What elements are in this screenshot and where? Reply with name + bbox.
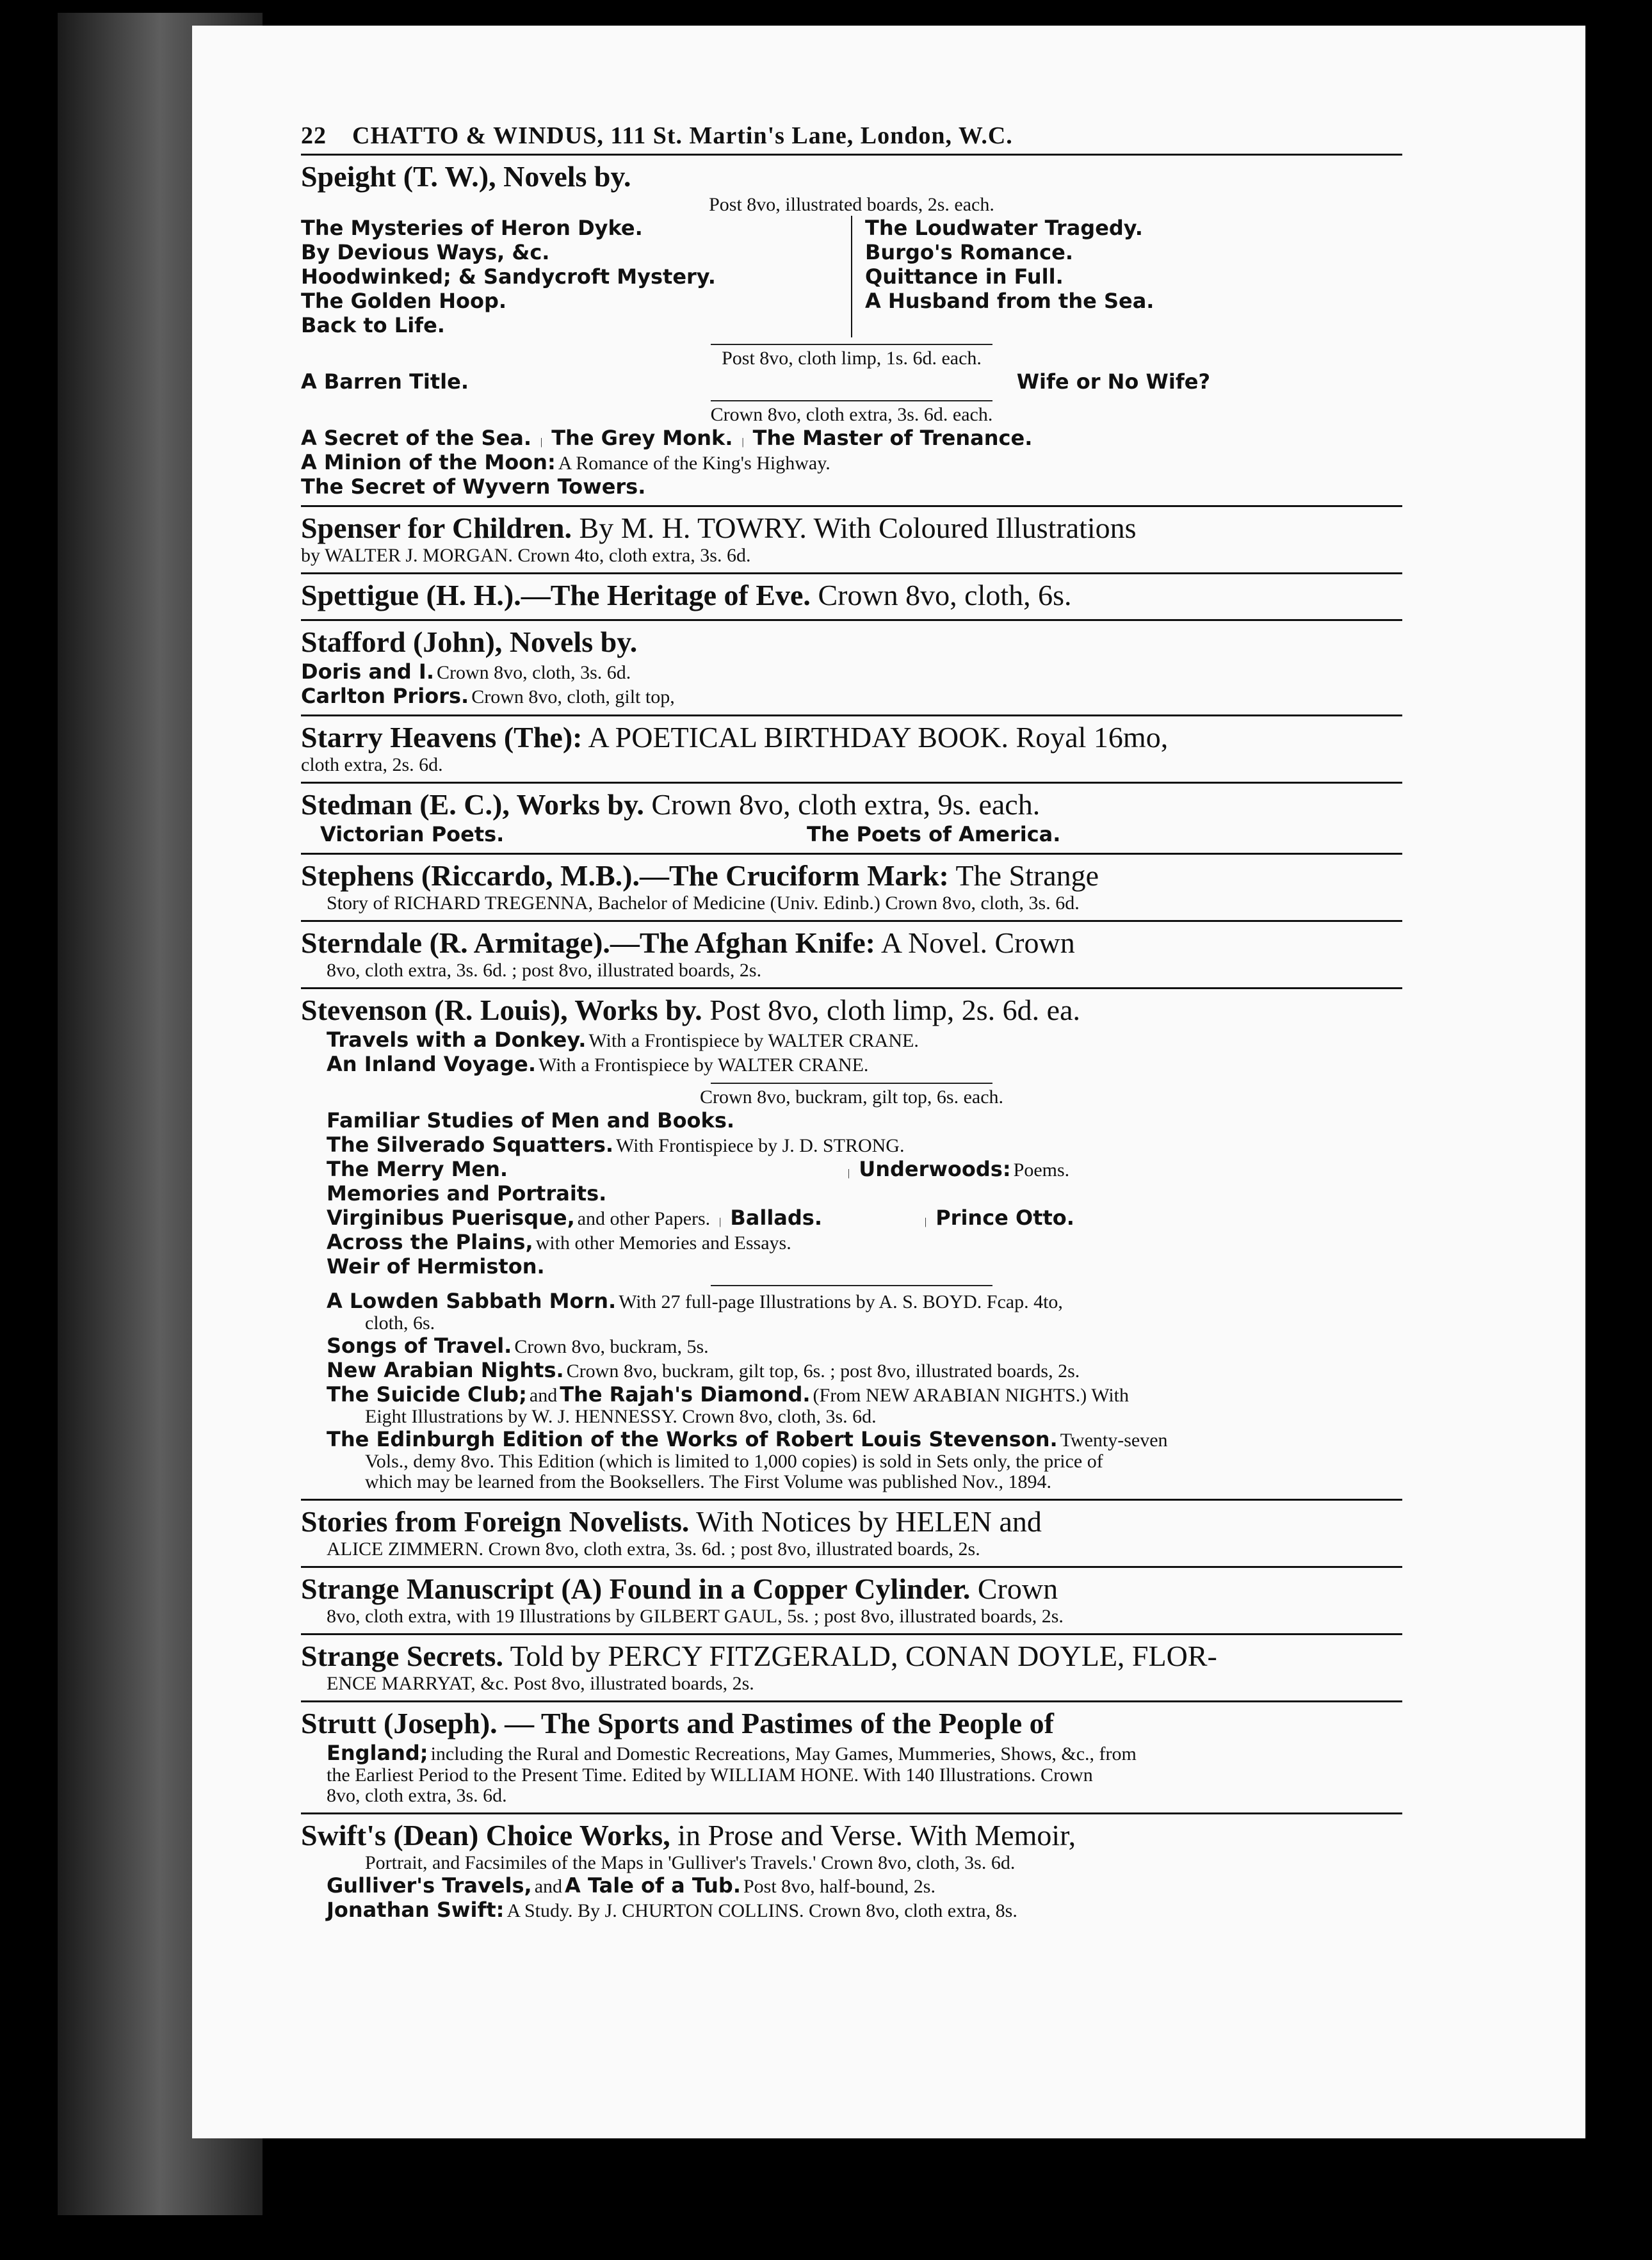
separator: | — [925, 1216, 927, 1227]
book-title: The Grey Monk. — [551, 426, 733, 450]
entry-subheading: Told by PERCY FITZGERALD, CONAN DOYLE, FLOR- — [510, 1640, 1217, 1672]
entry-spenser — [301, 507, 1402, 574]
entry-strutt — [301, 1702, 1402, 1814]
separator: | — [741, 437, 744, 448]
title-columns — [301, 216, 1402, 337]
entry-stedman — [301, 784, 1402, 855]
divider — [711, 400, 992, 401]
conjunction: and — [529, 1385, 558, 1406]
entry-detail: Portrait, and Facsimiles of the Maps in 'Gulliver's Travels.' Crown 8vo, cloth, 3s. 6d. — [365, 1852, 1016, 1873]
book-title: Gulliver's Travels, — [327, 1873, 532, 1898]
format-note: Post 8vo, illustrated boards, 2s. each. — [709, 194, 994, 215]
entry-heading: Swift's (Dean) Choice Works, — [301, 1819, 670, 1852]
entry-subheading: The Strange — [955, 859, 1099, 892]
book-title: Memories and Portraits. — [327, 1181, 607, 1206]
book-title: Hoodwinked; & Sandycroft Mystery. — [301, 264, 716, 289]
entry-detail: 8vo, cloth extra, 3s. 6d. — [327, 1785, 507, 1806]
book-detail: and other Papers. — [577, 1208, 711, 1229]
book-title: A Secret of the Sea. — [301, 426, 532, 450]
entry-heading: Spenser for Children. — [301, 512, 572, 544]
separator: | — [540, 437, 543, 448]
entry-subheading: A Novel. Crown — [880, 926, 1075, 959]
book-detail: Poems. — [1013, 1159, 1070, 1181]
book-title: An Inland Voyage. — [327, 1052, 536, 1076]
entry-heading: Stedman (E. C.), Works by. — [301, 788, 644, 821]
book-title: The Poets of America. — [807, 822, 1061, 846]
book-title: The Golden Hoop. — [301, 289, 507, 313]
entry-subheading: By M. H. TOWRY. With Coloured Illustrations — [579, 512, 1137, 544]
entry-detail: Story of RICHARD TREGENNA, Bachelor of Medicine (Univ. Edinb.) Crown 8vo, cloth, 3s. 6d. — [327, 892, 1080, 914]
entry-stevenson — [301, 989, 1402, 1501]
book-detail: Crown 8vo, cloth, gilt top, — [471, 686, 675, 707]
entry-subheading: Crown — [977, 1572, 1058, 1605]
book-title: England; — [327, 1741, 428, 1765]
limp-row — [301, 369, 1402, 394]
book-title: Doris and I. — [301, 659, 434, 684]
book-title: The Loudwater Tragedy. — [865, 216, 1143, 240]
book-title: Prince Otto. — [935, 1206, 1074, 1230]
entry-strange-secrets — [301, 1635, 1402, 1702]
entry-spettigue — [301, 574, 1402, 621]
entry-heading: Strutt (Joseph). — The Sports and Pastimes of the People of — [301, 1707, 1054, 1739]
entry-detail: ENCE MARRYAT, &c. Post 8vo, illustrated boards, 2s. — [327, 1673, 754, 1694]
entry-subheading: in Prose and Verse. With Memoir, — [677, 1819, 1076, 1852]
entry-detail: Crown 8vo, cloth extra, 9s. each. — [651, 788, 1041, 821]
title-column-left — [301, 216, 852, 337]
book-title: Back to Life. — [301, 313, 445, 337]
entry-starry-heavens — [301, 716, 1402, 784]
entry-detail: 8vo, cloth extra, with 19 Illustrations by GILBERT GAUL, 5s. ; post 8vo, illustrated boards, 2s. — [327, 1606, 1064, 1627]
entry-heading: Speight (T. W.), Novels by. — [301, 160, 631, 193]
book-detail: Twenty-seven — [1060, 1430, 1168, 1451]
page-number: 22 — [301, 122, 327, 149]
book-title: Jonathan Swift: — [327, 1898, 505, 1922]
book-title: Victorian Poets. — [320, 822, 505, 846]
book-title: The Master of Trenance. — [752, 426, 1033, 450]
entry-detail: Post 8vo, cloth limp, 2s. 6d. ea. — [709, 994, 1081, 1026]
entry-stephens — [301, 855, 1402, 922]
crown-row — [301, 426, 1402, 450]
entry-detail: Crown 8vo, cloth, 6s. — [818, 579, 1072, 611]
book-title: A Husband from the Sea. — [865, 289, 1154, 313]
book-title: The Suicide Club; — [327, 1382, 527, 1407]
title-column-right — [852, 216, 1402, 337]
book-title: A Tale of a Tub. — [565, 1873, 741, 1898]
entry-detail: by WALTER J. MORGAN. Crown 4to, cloth extra, 3s. 6d. — [301, 545, 751, 566]
book-title: Wife or No Wife? — [1016, 369, 1210, 394]
stedman-titles — [301, 822, 1402, 846]
entry-detail: cloth extra, 2s. 6d. — [301, 754, 443, 775]
book-detail: Crown 8vo, buckram, gilt top, 6s. ; post 8vo, illustrated boards, 2s. — [566, 1360, 1080, 1382]
format-note: Crown 8vo, cloth extra, 3s. 6d. each. — [710, 404, 993, 425]
book-title: The Merry Men. — [327, 1157, 508, 1181]
book-title: The Mysteries of Heron Dyke. — [301, 216, 643, 240]
entry-strange-manuscript — [301, 1568, 1402, 1635]
book-detail: which may be learned from the Booksellers. The First Volume was published Nov., 1894. — [365, 1471, 1052, 1492]
entry-heading: Spettigue (H. H.).—The Heritage of Eve. — [301, 579, 811, 611]
book-detail: Vols., demy 8vo. This Edition (which is limited to 1,000 copies) is sold in Sets only, the price of — [365, 1451, 1103, 1472]
entry-heading: Stephens (Riccardo, M.B.).—The Cruciform Mark: — [301, 859, 949, 892]
entry-swift — [301, 1814, 1402, 1928]
book-title: Travels with a Donkey. — [327, 1028, 587, 1052]
entry-heading: Starry Heavens (The): — [301, 721, 583, 754]
entry-detail: the Earliest Period to the Present Time. Edited by WILLIAM HONE. With 140 Illustrations. Crown — [327, 1764, 1093, 1786]
book-subtitle: A Romance of the King's Highway. — [558, 453, 830, 474]
entry-detail: ALICE ZIMMERN. Crown 8vo, cloth extra, 3s. 6d. ; post 8vo, illustrated boards, 2s. — [327, 1538, 980, 1560]
book-title: The Silverado Squatters. — [327, 1133, 614, 1157]
book-detail: With 27 full-page Illustrations by A. S. BOYD. Fcap. 4to, — [619, 1291, 1063, 1312]
entry-stafford — [301, 621, 1402, 716]
entry-heading: Stafford (John), Novels by. — [301, 626, 638, 658]
divider — [711, 344, 992, 345]
book-title: New Arabian Nights. — [327, 1358, 564, 1382]
book-title: Weir of Hermiston. — [327, 1254, 545, 1279]
book-title: A Lowden Sabbath Morn. — [327, 1289, 617, 1313]
conjunction: and — [534, 1876, 563, 1897]
entry-heading: Stevenson (R. Louis), Works by. — [301, 994, 702, 1026]
running-header — [301, 122, 1402, 156]
entry-sterndale — [301, 922, 1402, 989]
publisher-title: CHATTO & WINDUS, 111 St. Martin's Lane, London, W.C. — [352, 122, 1013, 149]
separator: | — [848, 1168, 850, 1179]
book-detail: cloth, 6s. — [365, 1312, 435, 1334]
page-content — [301, 122, 1402, 1928]
book-title: Virginibus Puerisque, — [327, 1206, 575, 1230]
divider — [711, 1285, 992, 1286]
book-title: Ballads. — [730, 1206, 822, 1230]
book-title: The Rajah's Diamond. — [560, 1382, 811, 1407]
book-title: A Barren Title. — [301, 369, 469, 394]
entry-heading: Strange Manuscript (A) Found in a Copper Cylinder. — [301, 1572, 971, 1605]
book-detail: Crown 8vo, buckram, 5s. — [514, 1336, 709, 1357]
book-title: Carlton Priors. — [301, 684, 469, 708]
book-title: The Secret of Wyvern Towers. — [301, 474, 646, 499]
divider — [711, 1083, 992, 1084]
book-detail: With a Frontispiece by WALTER CRANE. — [538, 1054, 869, 1076]
entry-detail: including the Rural and Domestic Recreations, May Games, Mummeries, Shows, &c., from — [430, 1743, 1137, 1764]
entry-heading: Stories from Foreign Novelists. — [301, 1505, 690, 1538]
book-title: Familiar Studies of Men and Books. — [327, 1108, 735, 1133]
book-title: Across the Plains, — [327, 1230, 533, 1254]
book-title: Songs of Travel. — [327, 1334, 512, 1358]
scan-right-edge — [1585, 26, 1652, 2190]
book-title: Quittance in Full. — [865, 264, 1064, 289]
format-note: Crown 8vo, buckram, gilt top, 6s. each. — [699, 1086, 1004, 1108]
book-title: By Devious Ways, &c. — [301, 240, 550, 264]
book-detail: (From NEW ARABIAN NIGHTS.) With — [813, 1385, 1130, 1406]
book-detail: Post 8vo, half-bound, 2s. — [743, 1876, 935, 1897]
entry-heading: Strange Secrets. — [301, 1640, 503, 1672]
entry-subheading: A POETICAL BIRTHDAY BOOK. Royal 16mo, — [588, 721, 1169, 754]
separator: | — [719, 1216, 722, 1227]
entry-detail: 8vo, cloth extra, 3s. 6d. ; post 8vo, illustrated boards, 2s. — [327, 960, 762, 981]
format-note: Post 8vo, cloth limp, 1s. 6d. each. — [722, 348, 982, 369]
book-detail: With Frontispiece by J. D. STRONG. — [616, 1135, 905, 1156]
book-title: Burgo's Romance. — [865, 240, 1073, 264]
book-detail: With a Frontispiece by WALTER CRANE. — [588, 1030, 919, 1051]
entry-stories — [301, 1501, 1402, 1568]
book-title: The Edinburgh Edition of the Works of Robert Louis Stevenson. — [327, 1427, 1058, 1451]
book-detail: with other Memories and Essays. — [535, 1232, 791, 1254]
entry-subheading: With Notices by HELEN and — [696, 1505, 1042, 1538]
book-title: Underwoods: — [859, 1157, 1011, 1181]
book-detail: Crown 8vo, cloth, 3s. 6d. — [436, 662, 631, 683]
entry-speight — [301, 156, 1402, 507]
book-detail: A Study. By J. CHURTON COLLINS. Crown 8vo, cloth extra, 8s. — [506, 1900, 1017, 1921]
entry-heading: Sterndale (R. Armitage).—The Afghan Knife: — [301, 926, 875, 959]
book-detail: Eight Illustrations by W. J. HENNESSY. Crown 8vo, cloth, 3s. 6d. — [365, 1406, 877, 1427]
book-title: A Minion of the Moon: — [301, 450, 556, 474]
